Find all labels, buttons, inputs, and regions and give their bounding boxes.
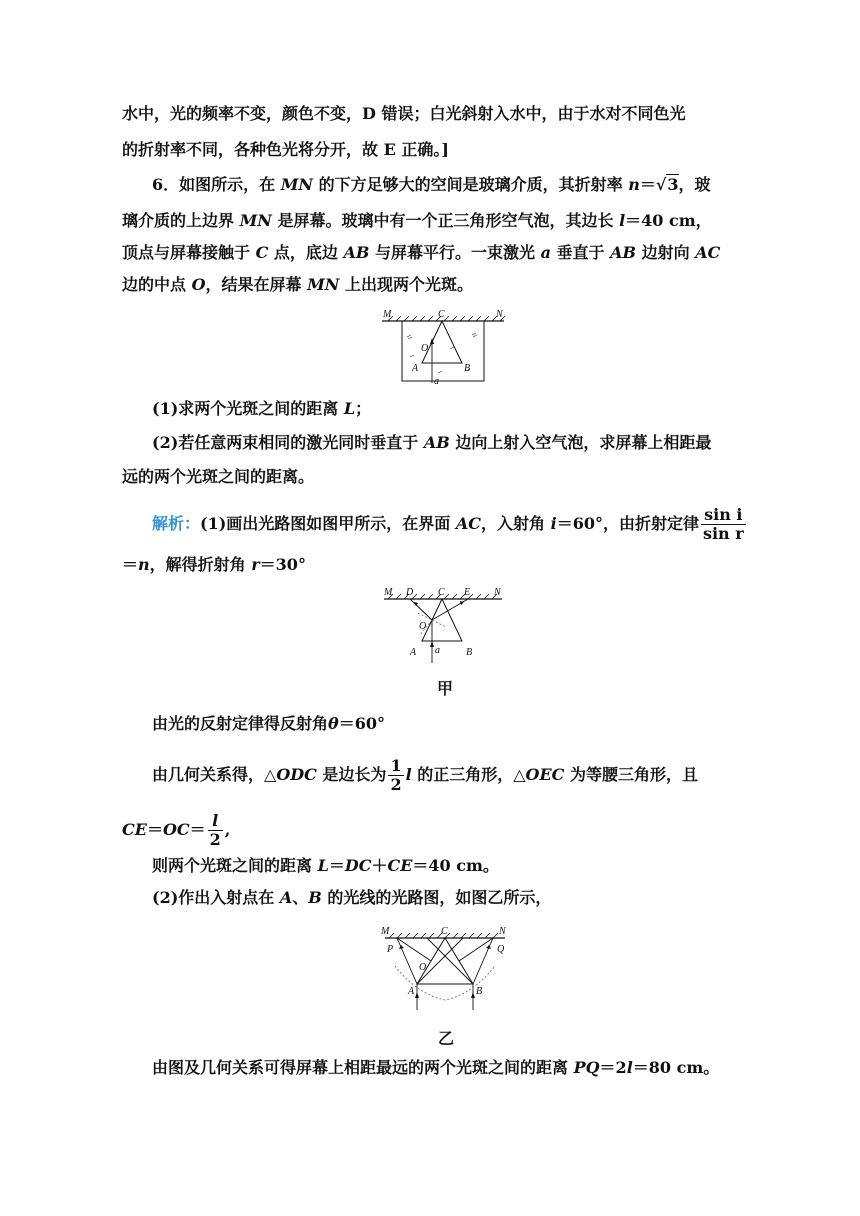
figure-jia bbox=[380, 583, 510, 665]
solution-line: CE＝OC＝ $\frac{l}{2}$ , bbox=[122, 811, 231, 849]
label-D: D bbox=[406, 587, 414, 598]
label-N: N bbox=[499, 926, 506, 937]
label-N: N bbox=[494, 587, 501, 598]
label-M: M bbox=[383, 309, 392, 320]
label-C: C bbox=[438, 587, 445, 598]
sub-question-1: (1)求两个光斑之间的距离 L； bbox=[152, 399, 372, 418]
solution-line: 由图及几何关系可得屏幕上相距最远的两个光斑之间的距离 PQ＝2l＝80 cm。 bbox=[152, 1058, 720, 1077]
label-C: C bbox=[438, 309, 445, 320]
solution-line: 则两个光斑之间的距离 L＝DC＋CE＝40 cm。 bbox=[152, 856, 499, 875]
sub-question-2: (2)若任意两束相同的激光同时垂直于 AB 边向上射入空气泡，求屏幕上相距最 bbox=[152, 433, 712, 452]
label-E: E bbox=[464, 587, 471, 598]
label-C: C bbox=[441, 926, 448, 937]
label-B: B bbox=[464, 363, 471, 374]
solution-line: 由光的反射定律得反射角θ＝60° bbox=[152, 714, 385, 733]
label-O: O bbox=[421, 343, 429, 354]
label-M: M bbox=[381, 926, 390, 937]
question-6-line: 边的中点 O，结果在屏幕 MN 上出现两个光斑。 bbox=[122, 275, 474, 294]
solution-line: 由几何关系得，△ODC 是边长为 $\frac{1}{2}$ l 的正三角形，△OEC 为等腰三角形，且 bbox=[152, 756, 698, 794]
solution-label: 解析： bbox=[152, 514, 201, 533]
text-line: 的折射率不同，各种色光将分开，故 E 正确。] bbox=[122, 140, 449, 159]
label-P: P bbox=[387, 944, 394, 955]
label-a: a bbox=[434, 376, 439, 387]
label-O: O bbox=[419, 621, 427, 632]
label-Q: Q bbox=[497, 944, 505, 955]
label-A: A bbox=[412, 363, 419, 374]
solution-line: (2)作出入射点在 A、B 的光线的光路图，如图乙所示， bbox=[152, 888, 552, 907]
text-line: 水中，光的频率不变，颜色不变，D 错误；白光斜射入水中，由于水对不同色光 bbox=[122, 104, 686, 123]
label-a: a bbox=[435, 645, 440, 656]
figure-caption-jia: 甲 bbox=[437, 679, 454, 698]
figure-caption-yi: 乙 bbox=[438, 1029, 455, 1048]
fraction-half: $\frac{1}{2}$ bbox=[390, 756, 402, 794]
sub-question-2: 远的两个光斑之间的距离。 bbox=[122, 467, 315, 486]
sine-fraction: $\frac{\text{sin i}}{\text{sin r}}$ bbox=[702, 505, 744, 543]
solution-line: 解析：(1)画出光路图如图甲所示，在界面 AC，入射角 i＝60°，由折射定律 $\frac{\text{sin i}}{\text{sin r}}$ bbox=[152, 505, 744, 543]
label-O: O bbox=[419, 962, 427, 973]
label-A: A bbox=[410, 647, 417, 658]
label-M: M bbox=[384, 587, 393, 598]
label-B: B bbox=[466, 647, 473, 658]
figure-yi bbox=[375, 922, 515, 1012]
figure-bubble-diagram bbox=[380, 305, 510, 387]
fraction-l-over-2: $\frac{l}{2}$ bbox=[209, 811, 221, 849]
label-N: N bbox=[496, 309, 503, 320]
question-6-line: 顶点与屏幕接触于 C 点，底边 AB 与屏幕平行。一束激光 a 垂直于 AB 边射向 AC bbox=[122, 243, 721, 262]
question-6-line: 6．如图所示，在 MN 的下方足够大的空间是玻璃介质，其折射率 n＝√3，玻 bbox=[152, 175, 711, 194]
question-6-line: 璃介质的上边界 MN 是屏幕。玻璃中有一个正三角形空气泡，其边长 l＝40 cm， bbox=[122, 211, 712, 230]
label-B: B bbox=[476, 986, 483, 997]
solution-line: ＝n，解得折射角 r＝30° bbox=[122, 555, 306, 574]
label-A: A bbox=[408, 986, 415, 997]
